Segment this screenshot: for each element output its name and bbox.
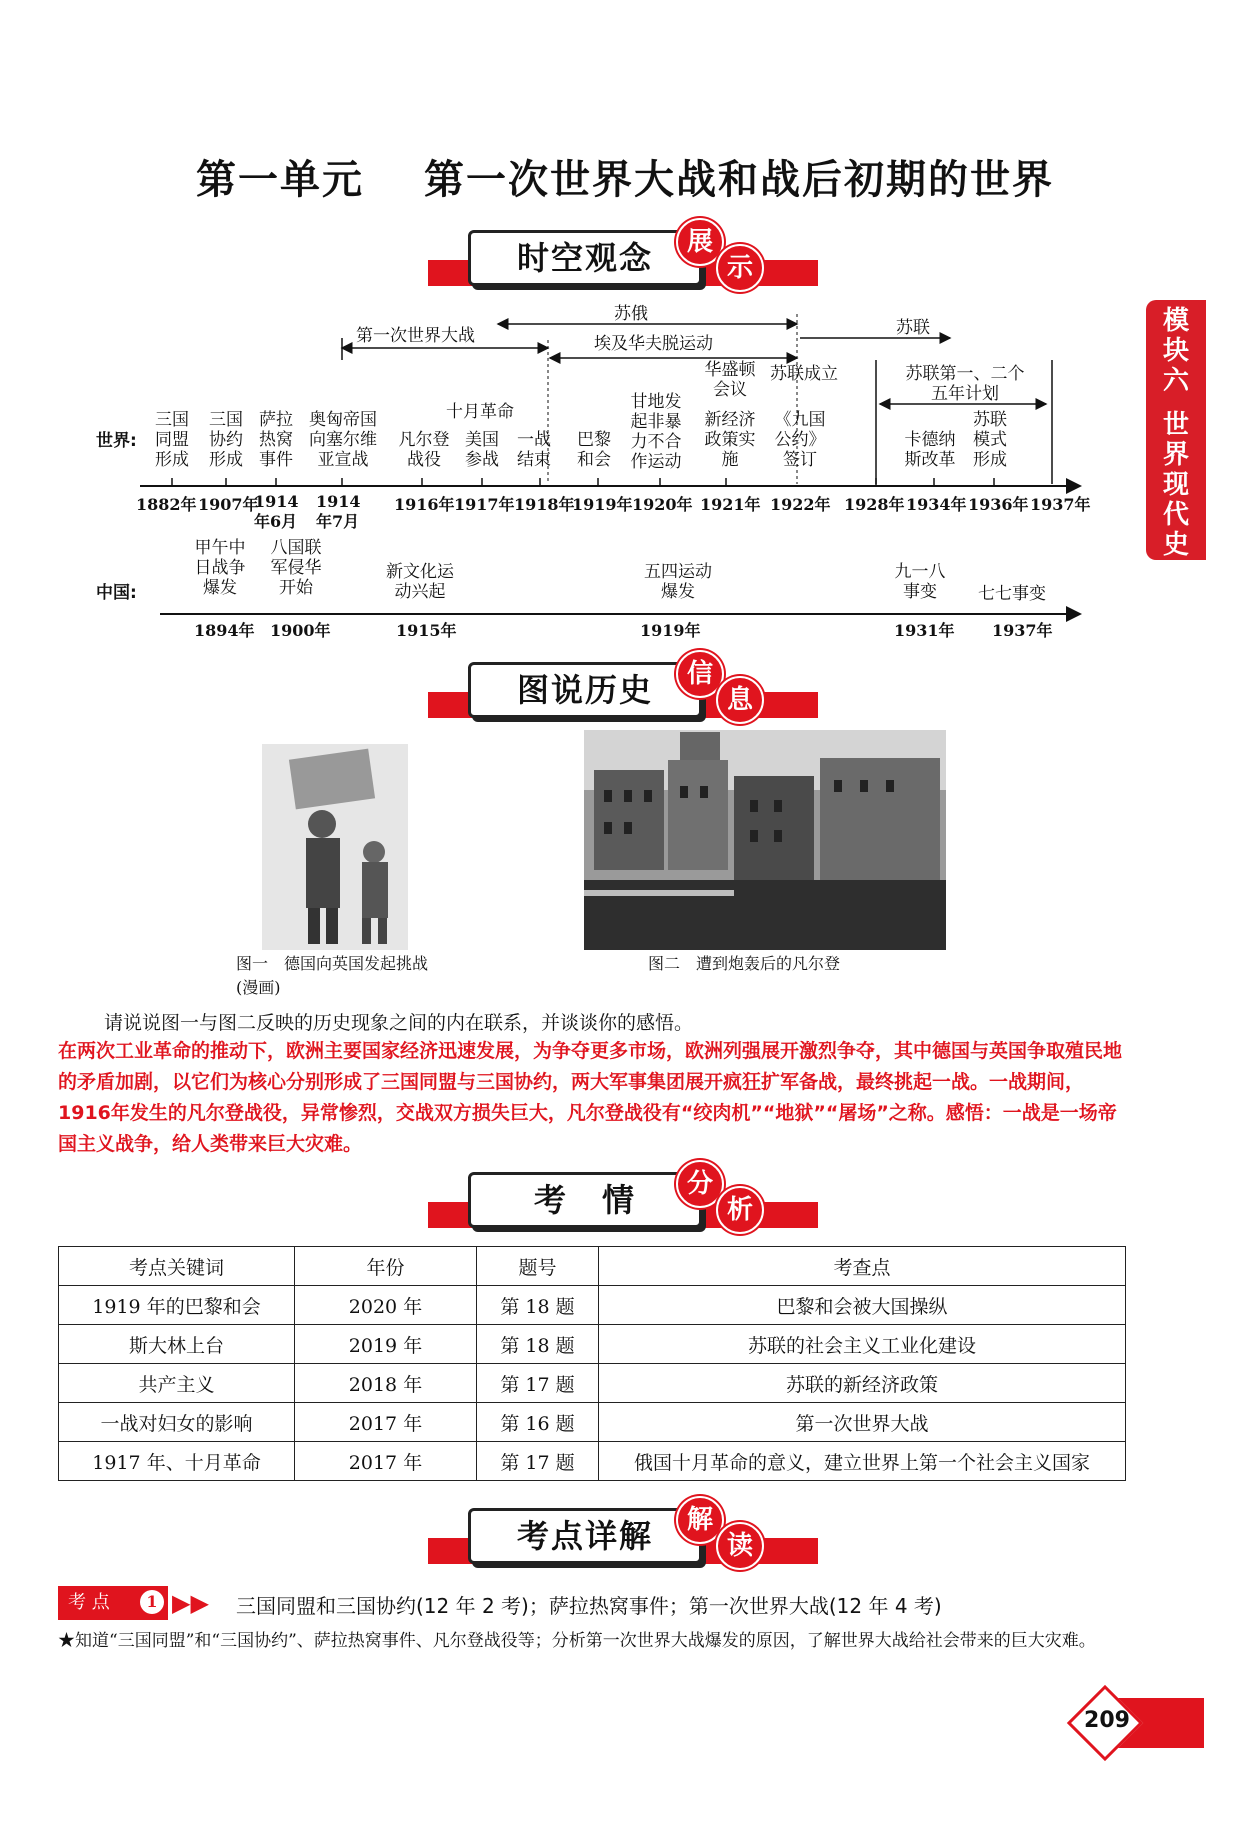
period-five-year: 苏联第一、二个五年计划	[905, 364, 1025, 404]
year-1900: 1900年	[270, 621, 331, 640]
event-nep: 新经济政策实施	[704, 410, 756, 470]
event-mukden: 九一八事变	[894, 562, 946, 602]
year-1882: 1882年	[136, 495, 197, 514]
year-1920: 1920年	[632, 495, 693, 514]
exam-analysis-table	[58, 1246, 1126, 1481]
col-header: 考查点	[599, 1247, 1126, 1286]
year-1907: 1907年	[198, 495, 259, 514]
year-1915: 1915年	[396, 621, 457, 640]
world-row-label: 世界:	[96, 431, 137, 451]
banner-points-detail: 考点详解 解 读	[428, 1508, 818, 1568]
event-october-revolution: 十月革命	[446, 402, 514, 422]
event-cardenas: 卡德纳斯改革	[904, 430, 956, 470]
event-paris-conference: 巴黎和会	[577, 430, 611, 470]
event-usa-enters: 美国参战	[465, 430, 499, 470]
year-1931: 1931年	[894, 621, 955, 640]
unit-label: 第一单元	[196, 157, 364, 203]
table-row: 一战对妇女的影响 2017 年 第 16 题 第一次世界大战	[59, 1403, 1126, 1442]
event-austria-war: 奥匈帝国向塞尔维亚宣战	[309, 410, 377, 470]
question-text: 请说说图一与图二反映的历史现象之间的内在联系，并谈谈你的感悟。	[104, 1012, 694, 1034]
banner-picture-history: 图说历史 信 息	[428, 662, 818, 722]
module-side-tab: 模 块 六 世 界 现 代 史	[1146, 300, 1206, 560]
figure-1-cartoon	[262, 744, 408, 950]
event-ussr-founded: 苏联成立	[770, 364, 838, 384]
figure-2-caption: 图二 遭到炮轰后的凡尔登	[648, 954, 841, 973]
figure-2-verdun-photo	[584, 730, 946, 950]
year-1934: 1934年	[906, 495, 967, 514]
period-movement: 埃及华夫脱运动	[594, 334, 713, 354]
banner-time-space: 时空观念 展 示	[428, 230, 818, 290]
event-triple-alliance: 三国同盟形成	[155, 410, 189, 470]
event-sino-japanese-war: 甲午中日战争爆发	[194, 538, 246, 598]
table-row: 共产主义 2018 年 第 17 题 苏联的新经济政策	[59, 1364, 1126, 1403]
event-washington-conference: 华盛顿会议	[704, 360, 756, 400]
page-number-badge	[1070, 1698, 1204, 1748]
event-may-fourth: 五四运动爆发	[644, 562, 712, 602]
page-number: 209	[1084, 1708, 1130, 1733]
year-1919: 1919年	[572, 495, 633, 514]
double-arrow-icon: ▶▶	[172, 1588, 209, 1617]
event-new-culture: 新文化运动兴起	[386, 562, 454, 602]
china-row-label: 中国:	[96, 583, 137, 603]
event-eight-nation: 八国联军侵华开始	[270, 538, 322, 598]
year-1921: 1921年	[700, 495, 761, 514]
year-1936: 1936年	[968, 495, 1029, 514]
event-verdun: 凡尔登战役	[398, 430, 450, 470]
year-1894: 1894年	[194, 621, 255, 640]
year-1937: 1937年	[1030, 495, 1091, 514]
year-1914-7: 1914年7月	[316, 492, 361, 531]
year-1928: 1928年	[844, 495, 905, 514]
figure-1-caption: 图一 德国向英国发起挑战(漫画)	[236, 954, 429, 997]
table-header-row	[59, 1247, 1126, 1286]
kaodian-title: 三国同盟和三国协约(12 年 2 考)；萨拉热窝事件；第一次世界大战(12 年 4 考)	[236, 1594, 942, 1618]
table-row: 1917 年、十月革命 2017 年 第 17 题 俄国十月革命的意义，建立世界上第一个社会主义国家	[59, 1442, 1126, 1481]
event-nine-power-treaty: 《九国公约》签订	[774, 410, 826, 470]
event-marco-polo: 七七事变	[978, 584, 1046, 604]
event-sarajevo: 萨拉热窝事件	[259, 410, 293, 470]
year-1914-6: 1914年6月	[254, 492, 299, 531]
event-soviet-model: 苏联模式形成	[973, 410, 1007, 470]
period-ussr: 苏联	[896, 318, 930, 338]
period-soviet-russia: 苏俄	[614, 304, 648, 324]
year-1917: 1917年	[454, 495, 515, 514]
kaodian-number: 1	[140, 1590, 164, 1614]
event-gandhi: 甘地发起非暴力不合作运动	[630, 392, 682, 472]
period-ww1: 第一次世界大战	[356, 326, 475, 346]
col-header: 年份	[295, 1247, 477, 1286]
year-1919-china: 1919年	[640, 621, 701, 640]
kaodian-tag: 考 点	[58, 1586, 168, 1620]
page-title	[0, 148, 1250, 205]
event-triple-entente: 三国协约形成	[209, 410, 243, 470]
year-1922: 1922年	[770, 495, 831, 514]
year-1937-china: 1937年	[992, 621, 1053, 640]
kaodian-description: ★知道“三国同盟”和“三国协约”、萨拉热窝事件、凡尔登战役等；分析第一次世界大战爆发的原因，了解世界大战给社会带来的巨大灾难。	[58, 1631, 1096, 1651]
year-1916: 1916年	[394, 495, 455, 514]
table-row: 斯大林上台 2019 年 第 18 题 苏联的社会主义工业化建设	[59, 1325, 1126, 1364]
banner-exam-analysis: 考 情 分 析	[428, 1172, 818, 1232]
col-header: 题号	[477, 1247, 599, 1286]
unit-title: 第一次世界大战和战后初期的世界	[424, 157, 1054, 203]
year-1918: 1918年	[514, 495, 575, 514]
table-row: 1919 年的巴黎和会 2020 年 第 18 题 巴黎和会被大国操纵	[59, 1286, 1126, 1325]
col-header: 考点关键词	[59, 1247, 295, 1286]
answer-text: 在两次工业革命的推动下，欧洲主要国家经济迅速发展，为争夺更多市场，欧洲列强展开激烈争夺，其中德国与英国争取殖民地的矛盾加剧，以它们为核心分别形成了三国同盟与三国协约，两大军事集团展开疯狂扩军备战，最终挑起一战。一战期间，1916年发生的凡尔登战役，异常惨烈，交战双方损失巨大，凡尔登战役有“绞肉机”“地狱”“屠场”之称。感悟：一战是一场帝国主义战争，给人类带来巨大灾难。	[58, 1040, 1123, 1155]
event-ww1-end: 一战结束	[517, 430, 551, 470]
